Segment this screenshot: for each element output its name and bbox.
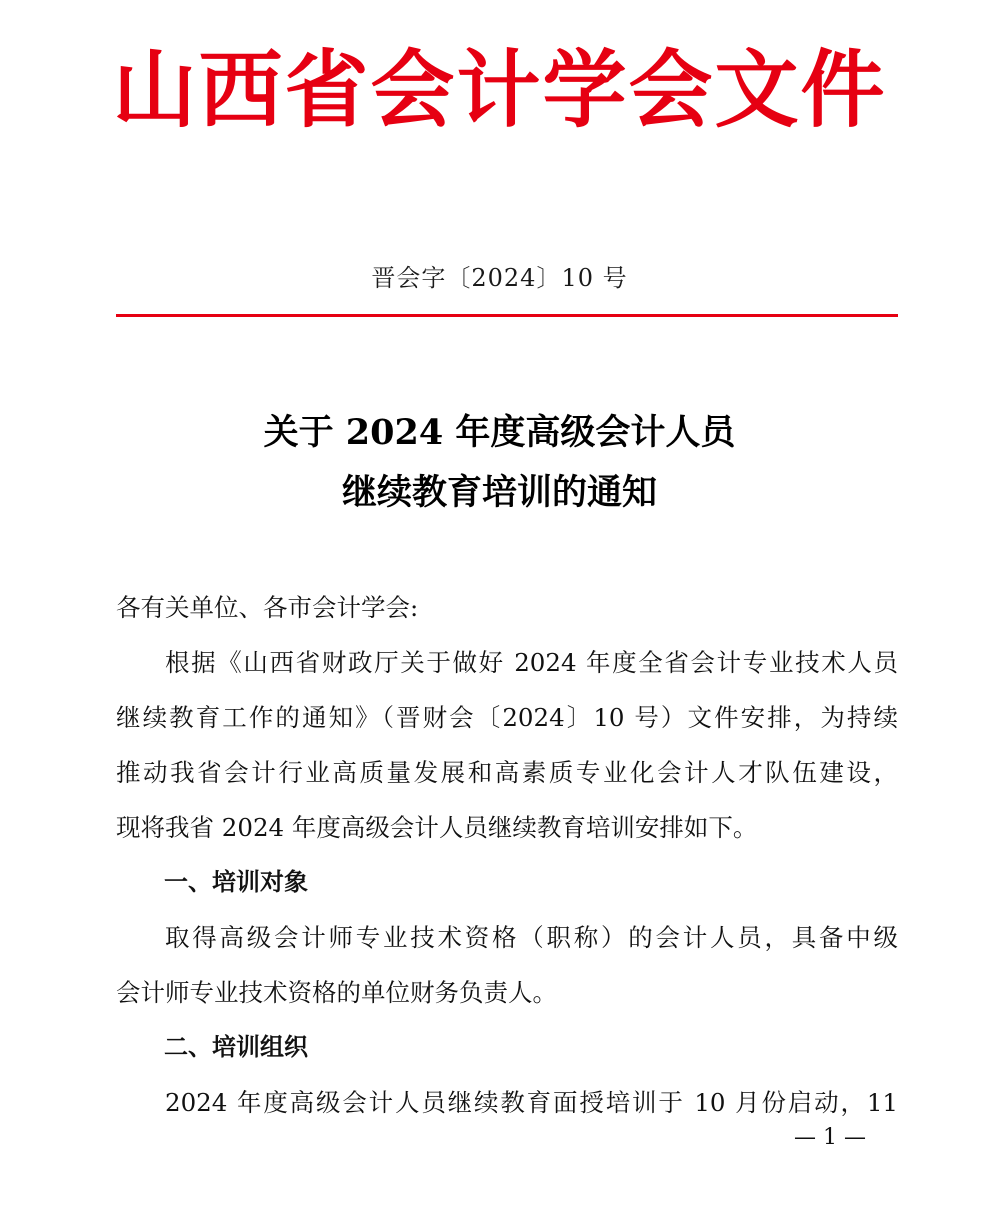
- paragraph-1-cont: [116, 690, 898, 855]
- paragraph-1: [116, 635, 898, 690]
- page-number: — 1 —: [794, 1125, 866, 1150]
- salutation: 各有关单位、各市会计学会:: [116, 593, 419, 622]
- section-1-line: 取得高级会计师专业技术资格（职称）的会计人员，具备中级: [165, 923, 898, 952]
- paragraph-1-line: 继续教育工作的通知》（晋财会〔2024〕10 号）文件安排，为持续: [116, 703, 898, 732]
- section-2-heading: 二、培训组织: [164, 1033, 308, 1061]
- red-divider-rule: [116, 314, 898, 317]
- section-2-line: 2024 年度高级会计人员继续教育面授培训于 10 月份启动，11: [165, 1088, 898, 1117]
- section-2-paragraph: [116, 1075, 898, 1130]
- notice-title-line-1: 关于 2024 年度高级会计人员: [263, 412, 736, 453]
- paragraph-1-line: 根据《山西省财政厅关于做好 2024 年度全省会计专业技术人员: [165, 648, 898, 677]
- notice-title: [0, 403, 999, 523]
- document-body: [116, 580, 898, 1130]
- section-1-paragraph: [116, 910, 898, 965]
- document-number: 晋会字〔2024〕10 号: [371, 264, 628, 292]
- notice-title-line-2: 继续教育培训的通知: [341, 472, 657, 513]
- section-1-paragraph-cont: [116, 965, 898, 1020]
- paragraph-1-line: 推动我省会计行业高质量发展和高素质专业化会计人才队伍建设，: [116, 758, 898, 787]
- section-1-heading: 一、培训对象: [164, 868, 308, 896]
- paragraph-1-line: 现将我省 2024 年度高级会计人员继续教育培训安排如下。: [116, 813, 758, 842]
- org-header-title: 山西省会计学会文件: [112, 40, 887, 139]
- section-1-line: 会计师专业技术资格的单位财务负责人。: [116, 978, 557, 1007]
